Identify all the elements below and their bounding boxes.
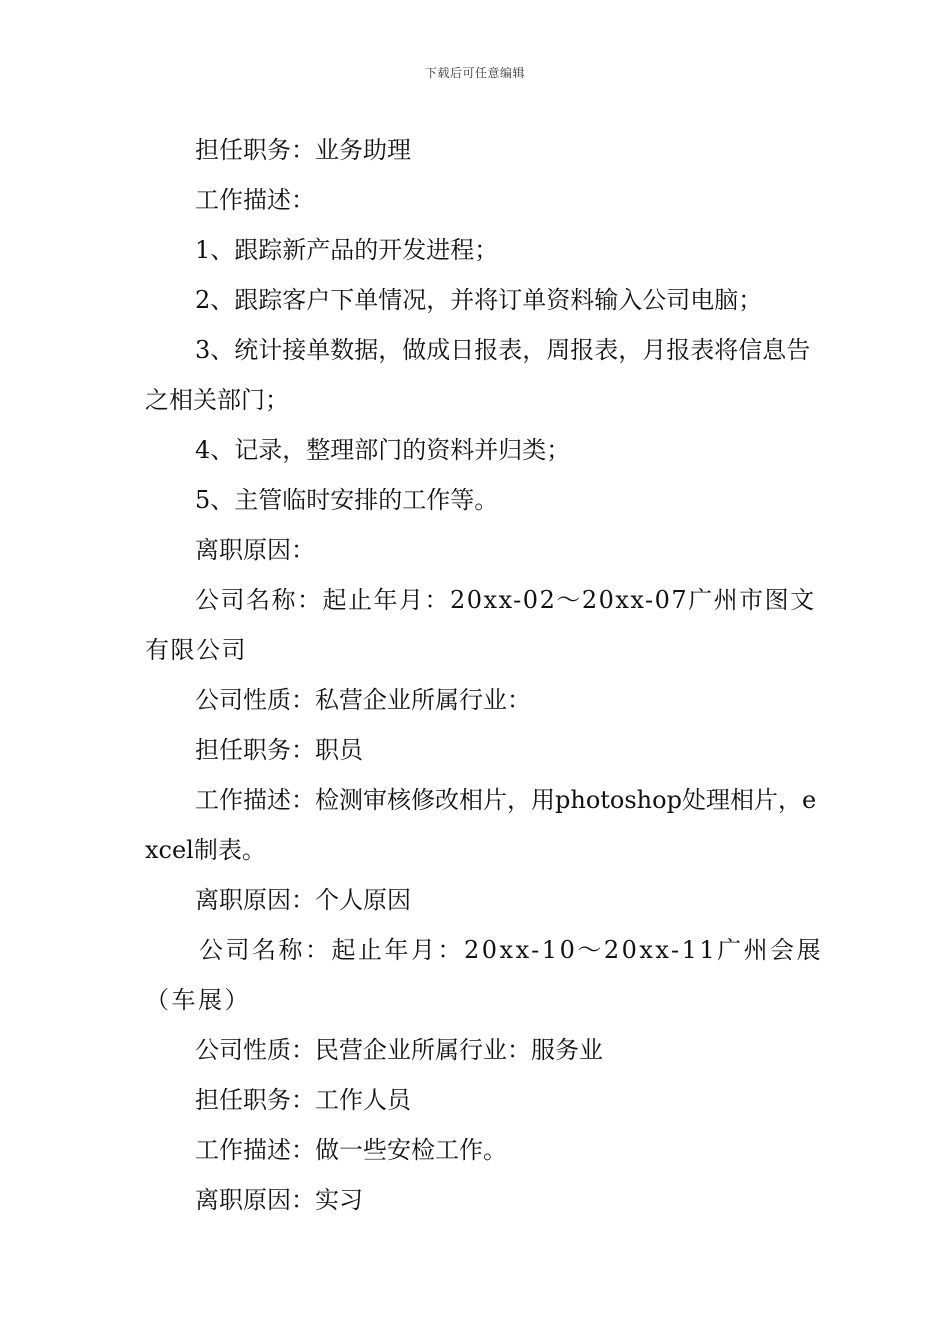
page-header-note: 下载后可任意编辑 [424, 66, 525, 80]
duty-item-4: 4、记录，整理部门的资料并归类； [195, 436, 571, 464]
company-name-line: 公司名称：起止年月：20xx-10～20xx-11广州会展（车展） [145, 936, 824, 1014]
document-body [145, 125, 825, 1225]
job-description-heading: 工作描述： [195, 186, 315, 214]
duty-item-2: 2、跟踪客户下单情况，并将订单资料输入公司电脑； [195, 286, 763, 314]
company-nature-line: 公司性质：民营企业所属行业：服务业 [195, 1036, 603, 1064]
job-title-line: 担任职务：业务助理 [195, 136, 411, 164]
job-description-line: 工作描述：检测审核修改相片，用photoshop处理相片，excel制表。 [145, 786, 817, 864]
job-description-line: 工作描述：做一些安检工作。 [195, 1136, 507, 1164]
company-name-line: 公司名称：起止年月：20xx-02～20xx-07广州市图文有限公司 [145, 586, 816, 664]
leaving-reason-line: 离职原因：个人原因 [195, 886, 411, 914]
duty-item-1: 1、跟踪新产品的开发进程； [195, 236, 499, 264]
leaving-reason-line: 离职原因： [195, 536, 315, 564]
duty-item-3: 3、统计接单数据，做成日报表，周报表，月报表将信息告之相关部门； [145, 336, 811, 414]
company-nature-line: 公司性质：私营企业所属行业： [195, 686, 531, 714]
job-title-line: 担任职务：工作人员 [195, 1086, 411, 1114]
duty-item-5: 5、主管临时安排的工作等。 [195, 486, 499, 514]
leaving-reason-line: 离职原因：实习 [195, 1186, 363, 1214]
job-title-line: 担任职务：职员 [195, 736, 363, 764]
